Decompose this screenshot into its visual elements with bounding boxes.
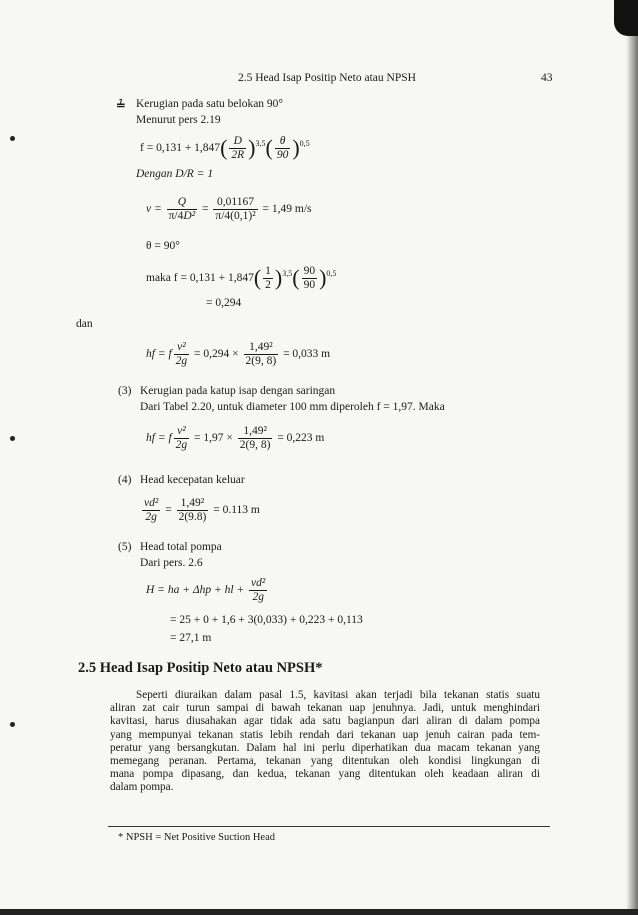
equation-vd: $\frac{\text{vd²}}{2g}$ = $\frac{\text{1,49²}}{2(9.8)}$ = 0.113 m	[144, 496, 260, 523]
equation-v: v = $\frac{Q}{\text{π/4D²}}$ = $\frac{0,01167}{\text{π/4(0,1)²}}$ = 1,49 m/s	[146, 195, 312, 222]
item2-line1: Kerugian pada satu belokan 90°	[136, 98, 284, 110]
paragraph-line: memegang peranan. Pertama, tekanan yang ditentukan oleh kondisi lingkungan di	[110, 755, 540, 768]
equation-hf1: hf = f $\frac{\text{v²}}{2g}$ = 0,294 × $\frac{\text{1,49²}}{2(9, 8)}$ = 0,033 m	[146, 340, 331, 367]
item2-line2: Menurut pers 2.19	[136, 114, 221, 126]
footnote: * NPSH = Net Positive Suction Head	[118, 832, 276, 843]
page-number: 43	[541, 72, 553, 84]
section-heading: 2.5 Head Isap Positip Neto atau NPSH*	[78, 660, 323, 676]
paragraph-line: Seperti diuraikan dalam pasal 1.5, kavitasi akan terjadi bila tekanan statis suatu	[136, 689, 540, 701]
item5-line1: Head total pompa	[140, 541, 222, 553]
scan-edge-right	[626, 0, 638, 915]
scan-dot	[10, 136, 15, 141]
item3-line2: Dari Tabel 2.20, untuk diameter 100 mm diperoleh f = 1,97. Maka	[140, 401, 445, 413]
equation-H: H = ha + Δhp + hl + $\frac{\text{vd²}}{2g}$	[146, 576, 266, 603]
item5-label: (5)	[118, 541, 132, 553]
equation-H-result: = 27,1 m	[170, 632, 212, 644]
scan-edge-bottom	[0, 909, 638, 915]
paragraph-line: aliran zat cair turun sampai di bawah tekanan uap jenuhnya. Jadi, untuk menghindari	[110, 702, 540, 715]
item4-label: (4)	[118, 474, 132, 486]
item5-line2: Dari pers. 2.6	[140, 557, 203, 569]
item2-dengan: Dengan D/R = 1	[136, 168, 214, 180]
item2-theta: θ = 90°	[146, 240, 180, 252]
paragraph-line: mana pompa dipasang, dan kedua, tekanan yang ditentukan oleh keadaan aliran di	[110, 768, 540, 781]
scan-corner	[614, 0, 638, 36]
item2-result: = 0,294	[206, 297, 242, 309]
running-title: 2.5 Head Isap Positip Neto atau NPSH	[238, 72, 416, 84]
scan-dot	[10, 722, 15, 727]
paragraph-line: peratur yang bersangkutan. Dalam hal ini perlu diperhatikan dua macam tekanan yang	[110, 741, 540, 754]
paragraph-line: yang mempunyai tekanan statis lebih rendah dari tekanan uap jenuh cairan pada tem-	[110, 728, 540, 741]
item-bullet: ≟	[116, 100, 126, 112]
equation-maka: maka f = 0,131 + 1,847( $\frac{1}{2}$ )$^{3,5}$( $\frac{90}{90}$ )$^{0,5}$	[146, 264, 337, 291]
item4-line1: Head kecepatan keluar	[140, 474, 245, 486]
section-paragraph	[110, 689, 540, 795]
paragraph-line: dalam pompa.	[110, 781, 174, 794]
paragraph-line: kavitasi, harus diusahakan agar tidak ada satu bagianpun dari aliran di dalam pompa	[110, 715, 540, 728]
dan-label: dan	[76, 318, 93, 330]
scan-dot	[10, 436, 15, 441]
eq-text: f = 0,131 + 1,847	[140, 141, 221, 154]
equation-f: f = 0,131 + 1,847( $\frac{D}{2R}$ )$^{3,5}$( $\frac{\theta}{90}$ )$^{0,5}$	[140, 134, 310, 161]
equation-hf2: hf = f $\frac{\text{v²}}{2g}$ = 1,97 × $\frac{\text{1,49²}}{2(9, 8)}$ = 0,223 m	[146, 424, 325, 451]
footnote-rule	[108, 826, 550, 827]
equation-H-sum: = 25 + 0 + 1,6 + 3(0,033) + 0,223 + 0,113	[170, 614, 363, 626]
item3-label: (3)	[118, 385, 132, 397]
item3-line1: Kerugian pada katup isap dengan saringan	[140, 385, 336, 397]
